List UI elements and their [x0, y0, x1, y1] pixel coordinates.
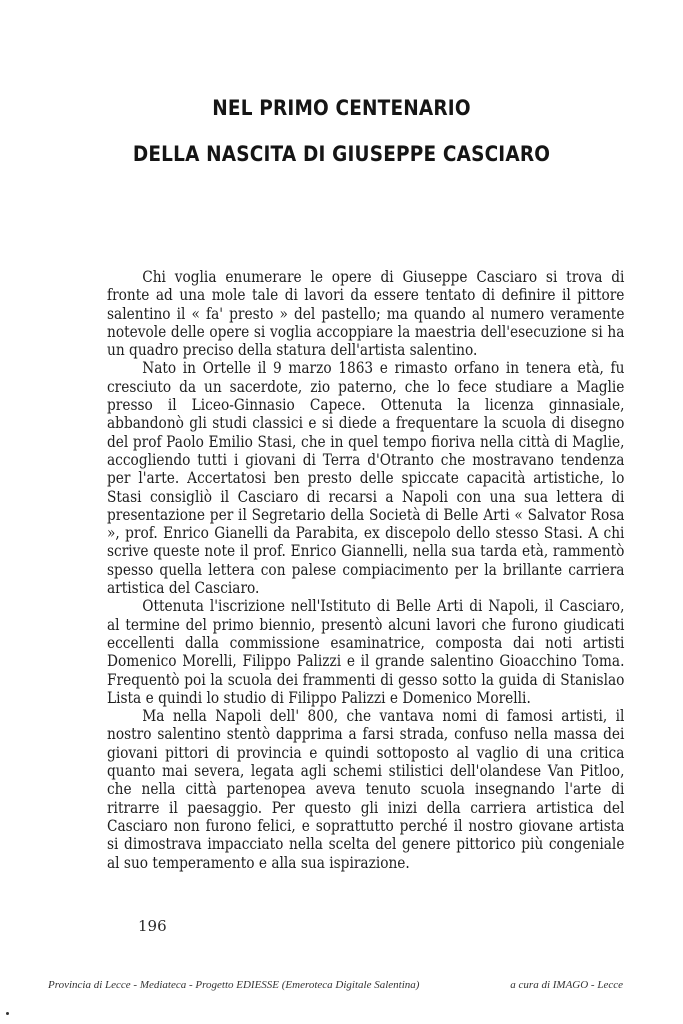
paragraph-2: Nato in Ortelle il 9 marzo 1863 e rimasto orfano in tenera età, fu cresciuto da un sacerdote, zio paterno, che lo fece studiare a Maglie presso il Liceo-Ginnasio Capece. Ottenuta la licenza ginnasiale, abbandonò gli studi classici e si diede a frequentare la scuola di disegno del prof Paolo Emilio Stasi, che in quel tempo fioriva nella città di Maglie, accogliendo tutti i giovani di Terra d'Otranto che mostravano tendenza per l'arte. Accertatosi ben presto delle spiccate capacità artistiche, lo Stasi consigliò il Casciaro di recarsi a Napoli con una sua lettera di presentazione per il Segretario della Società di Belle Arti « Salvator Rosa », prof. Enrico Gianelli da Parabita, ex discepolo dello stesso Stasi. A chi scrive queste note il prof. Enrico Giannelli, nella sua tarda età, rammentò spesso quella lettera con palese compiacimento per la brillante carriera artistica del Casciaro.: [107, 359, 625, 598]
paragraph-4: Ma nella Napoli dell' 800, che vantava nomi di famosi artisti, il nostro salentino stentò dapprima a farsi strada, confuso nella massa dei giovani pittori di provincia e quindi sottoposto al vaglio di una critica quanto mai severa, legata agli schemi stilistici dell'olandese Van Pitloo, che nella città partenopea aveva tenuto scuola insegnando l'arte di ritrarre il paesaggio. Per questo gli inizi della carriera artistica del Casciaro non furono felici, e soprattutto perché il nostro giovane artista si dimostrava impacciato nella scelta del genere pittorico più congeniale al suo temperamento e alla sua ispirazione.: [107, 707, 625, 872]
page-number: 196: [138, 917, 167, 935]
paragraph-1: Chi voglia enumerare le opere di Giuseppe Casciaro si trova di fronte ad una mole tale di lavori da essere tentato di definire il pittore salentino il « fa' presto » del pastello; ma quando al numero veramente notevole delle opere si voglia accoppiare la maestria dell'esecuzione si ha un quadro preciso della statura dell'artista salentino.: [107, 268, 625, 360]
scan-speck: [6, 1012, 9, 1015]
footer-credit-left: Provincia di Lecce - Mediateca - Progetto EDIESSE (Emeroteca Digitale Salentina): [48, 979, 420, 991]
article-body: [107, 268, 625, 872]
paragraph-3: Ottenuta l'iscrizione nell'Istituto di Belle Arti di Napoli, il Casciaro, al termine del primo biennio, presentò alcuni lavori che furono giudicati eccellenti dalla commissione esaminatrice, composta dai noti artisti Domenico Morelli, Filippo Palizzi e il grande salentino Gioacchino Toma. Frequentò poi la scuola dei frammenti di gesso sotto la guida di Stanislao Lista e quindi lo studio di Filippo Palizzi e Domenico Morelli.: [107, 597, 625, 707]
article-title-line-2: DELLA NASCITA DI GIUSEPPE CASCIARO: [132, 142, 551, 166]
footer-credit-right: a cura di IMAGO - Lecce: [510, 979, 623, 991]
article-title-line-1: NEL PRIMO CENTENARIO: [212, 96, 471, 120]
